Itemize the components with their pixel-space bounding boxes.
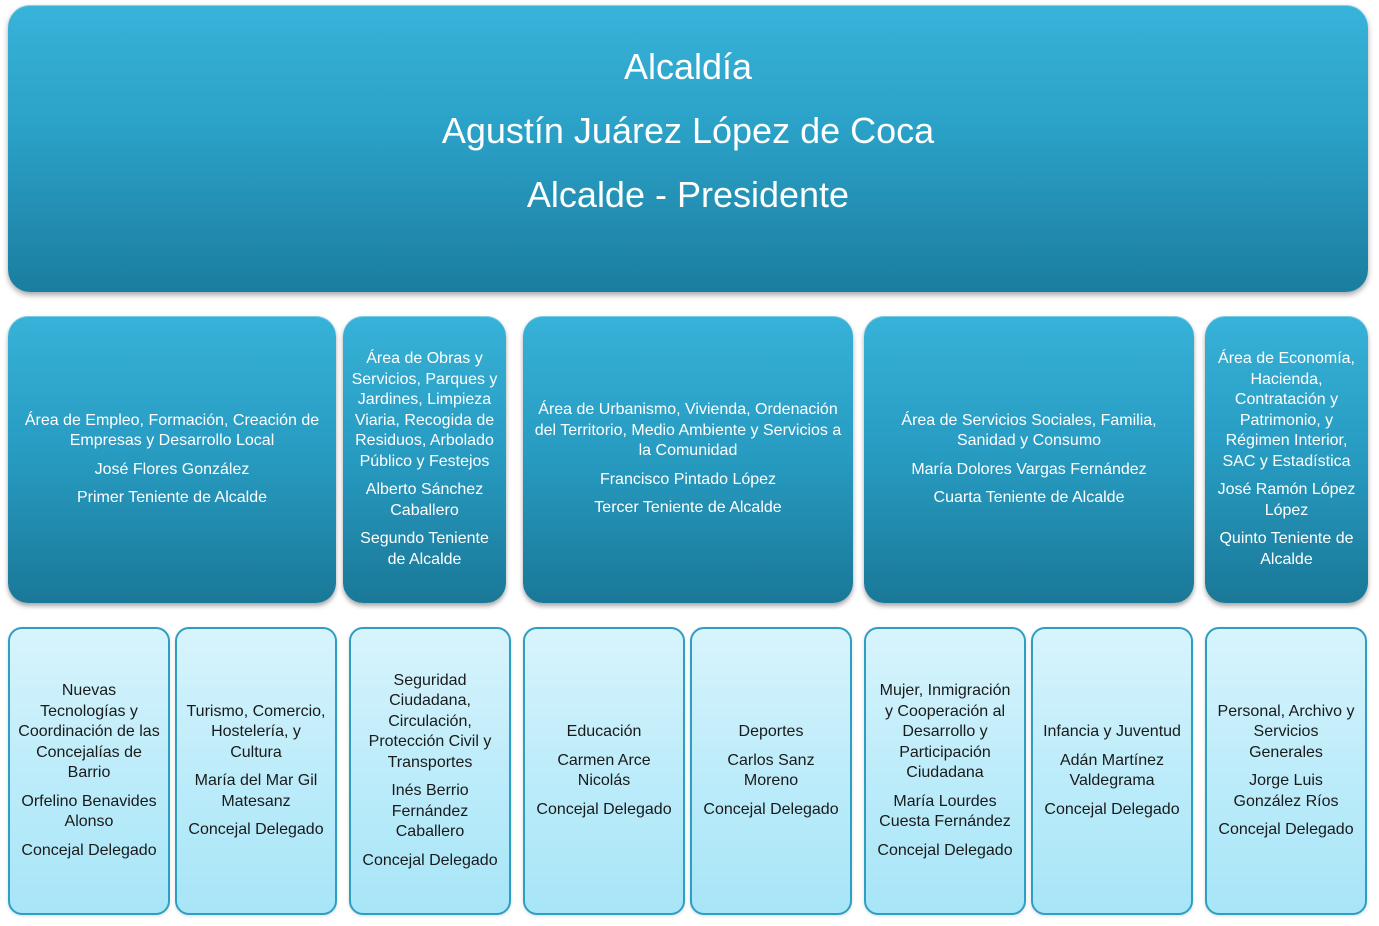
council-role: Concejal Delegado <box>188 821 324 838</box>
council-role: Concejal Delegado <box>536 800 672 818</box>
council-area: Deportes <box>738 723 804 740</box>
mayor-box <box>8 5 1368 292</box>
area-person: María Dolores Vargas Fernández <box>911 460 1147 478</box>
area-box-empleo <box>8 316 336 603</box>
council-person: Carlos Sanz Moreno <box>727 751 815 789</box>
council-area: Infancia y Juventud <box>1043 723 1181 740</box>
council-person: María Lourdes Cuesta Fernández <box>879 792 1011 830</box>
area-person: Alberto Sánchez Caballero <box>365 481 484 519</box>
area-person: Francisco Pintado López <box>599 470 777 488</box>
mayor-title: Alcaldía <box>623 46 753 87</box>
council-box-personal <box>1205 627 1367 915</box>
area-role: Cuarta Teniente de Alcalde <box>933 489 1125 506</box>
council-person: Adán Martínez Valdegrama <box>1059 751 1165 789</box>
council-box-educacion <box>523 627 685 915</box>
council-role: Concejal Delegado <box>703 800 839 818</box>
council-area: Nuevas Tecnologías y Coordinación de las Concejalías de Barrio <box>18 682 160 781</box>
area-box-urbanismo <box>523 316 853 603</box>
council-box-turismo <box>175 627 337 915</box>
council-box-nuevas-tecnologias <box>8 627 170 915</box>
council-area: Personal, Archivo y Servicios Generales <box>1217 702 1355 761</box>
area-role: Quinto Teniente de Alcalde <box>1219 530 1354 568</box>
council-box-infancia <box>1031 627 1193 915</box>
mayor-name: Agustín Juárez López de Coca <box>441 110 935 151</box>
council-person: Jorge Luis González Ríos <box>1233 772 1339 810</box>
area-person: José Flores González <box>94 460 250 478</box>
council-box-mujer <box>864 627 1026 915</box>
council-person: Carmen Arce Nicolás <box>557 751 651 789</box>
area-box-servicios-sociales <box>864 316 1194 603</box>
area-name: Área de Empleo, Formación, Creación de Empresas y Desarrollo Local <box>24 411 320 449</box>
council-area: Seguridad Ciudadana, Circulación, Protección Civil y Transportes <box>368 671 492 771</box>
council-person: María del Mar Gil Matesanz <box>194 772 318 810</box>
council-role: Concejal Delegado <box>21 841 157 859</box>
area-box-obras <box>343 316 506 603</box>
area-role: Primer Teniente de Alcalde <box>76 489 268 506</box>
area-name: Área de Obras y Servicios, Parques y Jardines, Limpieza Viaria, Recogida de Residuos, Arbolado Público y Festejos <box>351 350 498 470</box>
area-name: Área de Servicios Sociales, Familia, Sanidad y Consumo <box>901 411 1157 449</box>
council-role: Concejal Delegado <box>1044 800 1180 818</box>
council-box-deportes <box>690 627 852 915</box>
council-role: Concejal Delegado <box>362 851 498 869</box>
area-role: Tercer Teniente de Alcalde <box>594 499 782 517</box>
council-person: Inés Berrio Fernández Caballero <box>391 782 469 841</box>
council-person: Orfelino Benavides Alonso <box>21 792 157 830</box>
council-area: Educación <box>566 723 642 740</box>
area-name: Área de Economía, Hacienda, Contratación y Patrimonio, y Régimen Interior, SAC y Estadística <box>1218 350 1355 470</box>
area-box-economia <box>1205 316 1368 603</box>
council-area: Mujer, Inmigración y Cooperación al Desarrollo y Participación Ciudadana <box>879 682 1011 781</box>
council-area: Turismo, Comercio, Hostelería, y Cultura <box>186 702 326 761</box>
mayor-role: Alcalde - Presidente <box>526 174 850 215</box>
area-person: José Ramón López López <box>1217 481 1356 519</box>
council-role: Concejal Delegado <box>1218 821 1354 838</box>
council-box-seguridad <box>349 627 511 915</box>
council-role: Concejal Delegado <box>877 841 1013 859</box>
area-name: Área de Urbanismo, Vivienda, Ordenación del Territorio, Medio Ambiente y Servicios a la Comunidad <box>534 401 842 460</box>
area-role: Segundo Teniente de Alcalde <box>360 530 489 568</box>
